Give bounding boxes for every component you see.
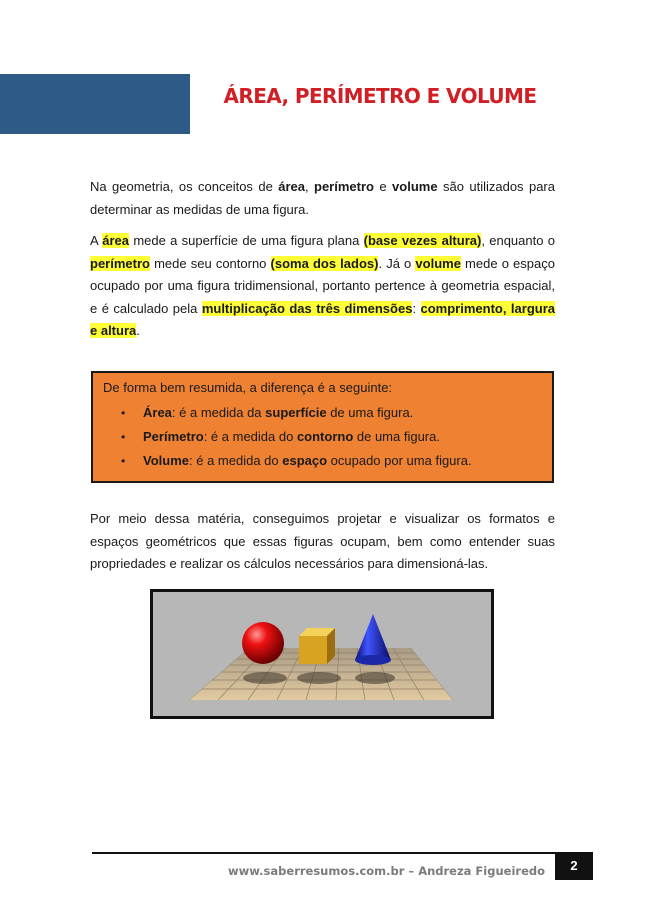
list-item <box>103 401 542 425</box>
keyword: superfície <box>265 405 327 420</box>
page-number: 2 <box>555 852 593 880</box>
highlight-area: área <box>102 233 130 248</box>
header-banner <box>0 74 190 134</box>
highlight-multiplication: multiplicação das três dimensões <box>201 300 413 316</box>
bullet-icon: • <box>121 406 126 420</box>
text: e <box>373 179 393 194</box>
highlight-dimensions: comprimento, largura e altura <box>90 300 556 338</box>
keyword: contorno <box>296 429 354 444</box>
red-sphere <box>242 622 284 664</box>
text: . Já o <box>378 255 416 271</box>
list-item <box>103 425 542 449</box>
term: Perímetro <box>143 429 204 444</box>
text: de uma figura. <box>326 405 414 420</box>
term: Volume <box>143 453 189 468</box>
gold-cube <box>299 628 335 664</box>
text: . <box>136 323 140 338</box>
closing-paragraph: Por meio dessa matéria, conseguimos projetar e visualizar os formatos e espaços geométricos que essas figuras ocupam, bem como entender suas propriedades e realizar os cálculos necessários para dimensioná-las. <box>90 511 555 571</box>
summary-list <box>103 401 542 473</box>
text: , <box>304 179 315 194</box>
text: Na geometria, os conceitos de <box>90 179 279 194</box>
term: Área <box>143 405 172 420</box>
bullet-icon: • <box>121 430 126 444</box>
term-perimeter: perímetro <box>314 179 374 194</box>
text: : é a medida da <box>171 405 266 420</box>
highlight-volume: volume <box>415 255 461 271</box>
highlight-base-height: (base vezes altura) <box>363 233 482 248</box>
text: mede seu contorno <box>149 255 271 271</box>
summary-intro: De forma bem resumida, a diferença é a seguinte: <box>103 380 393 395</box>
highlight-perimeter: perímetro <box>90 255 150 271</box>
footer-divider <box>92 852 555 854</box>
text: : <box>412 300 421 316</box>
text: , enquanto o <box>481 233 555 248</box>
cube-shadow <box>297 672 341 684</box>
list-item <box>103 449 542 473</box>
sphere-shadow <box>243 672 287 684</box>
text: A <box>90 233 103 248</box>
text: mede o espaço ocupado por uma figura tridimensional, portanto pertence à geometria espacial, e é calculado pela <box>90 255 555 316</box>
term-area: área <box>278 179 305 194</box>
intro-paragraph <box>90 176 555 221</box>
text: são utilizados para determinar as medidas de uma figura. <box>90 179 555 217</box>
highlight-sum-sides: (soma dos lados) <box>270 255 379 271</box>
text: : é a medida do <box>189 453 283 468</box>
summary-box <box>91 371 554 483</box>
text: : é a medida do <box>203 429 297 444</box>
cone-shadow <box>355 672 395 684</box>
term-volume: volume <box>392 179 438 194</box>
shapes-illustration <box>153 592 491 716</box>
geometric-shapes-figure <box>150 589 494 719</box>
text: ocupado por uma figura. <box>327 453 472 468</box>
footer-credit: www.saberresumos.com.br – Andreza Figueiredo <box>228 864 545 878</box>
keyword: espaço <box>282 453 328 468</box>
text: de uma figura. <box>353 429 440 444</box>
definition-paragraph <box>90 230 555 343</box>
text: mede a superfície de uma figura plana <box>129 233 364 248</box>
bullet-icon: • <box>121 454 126 468</box>
page-title: ÁREA, PERÍMETRO E VOLUME <box>223 84 537 108</box>
